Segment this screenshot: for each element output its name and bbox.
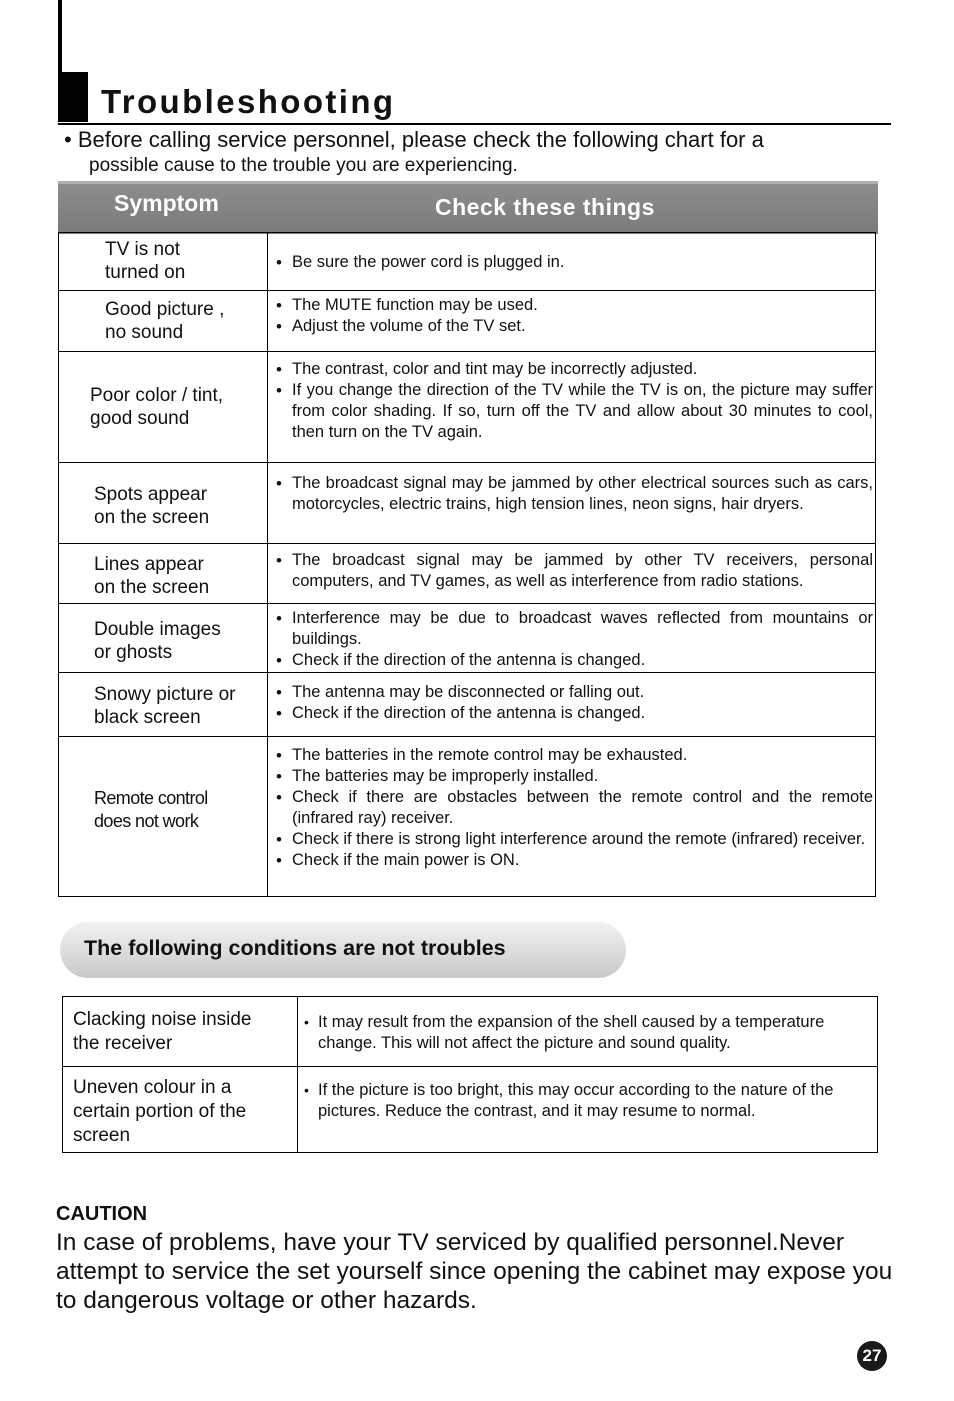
symptom-cell	[59, 352, 268, 462]
symptom-cell	[59, 233, 268, 290]
check-item: • The contrast, color and tint may be incorrectly adjusted.	[276, 359, 873, 380]
check-cell	[268, 737, 875, 896]
not-troubles-table	[62, 996, 878, 1153]
table-row	[62, 1067, 878, 1153]
table-row	[58, 673, 876, 737]
check-item: • Adjust the volume of the TV set.	[276, 316, 873, 337]
check-item: • Be sure the power cord is plugged in.	[276, 252, 873, 273]
symptom-text: Poor color / tint, good sound	[90, 385, 224, 429]
check-cell	[268, 233, 875, 290]
table-row	[58, 233, 876, 291]
caution-text: In case of problems, have your TV serviced by qualified personnel.Never attempt to service the set yourself since opening the cabinet may expose you to dangerous voltage or other hazards.	[56, 1229, 893, 1314]
table-row	[62, 997, 878, 1067]
check-cell	[298, 997, 877, 1066]
intro-line-2: possible cause to the trouble you are experiencing.	[89, 155, 518, 176]
title-underline	[58, 123, 891, 125]
check-cell	[268, 544, 875, 603]
check-item: • The batteries in the remote control may be exhausted.	[276, 745, 873, 766]
intro-line-1: • Before calling service personnel, please check the following chart for a	[64, 127, 764, 152]
troubleshooting-table	[58, 232, 876, 897]
table-row	[58, 604, 876, 673]
check-item: • Check if there are obstacles between the remote control and the remote (infrared ray) receiver.	[276, 787, 873, 829]
check-cell	[298, 1067, 877, 1152]
symptom-cell	[59, 604, 268, 672]
check-item: • It may result from the expansion of the shell caused by a temperature change. This will not affect the picture and sound quality.	[304, 1012, 875, 1054]
check-cell	[268, 673, 875, 736]
table-header	[58, 181, 878, 234]
check-item: • Check if there is strong light interference around the remote (infrared) receiver.	[276, 829, 873, 850]
title-bar-block	[58, 72, 88, 122]
symptom-text: TV is not turned on	[105, 239, 186, 283]
check-item: • Interference may be due to broadcast waves reflected from mountains or buildings.	[276, 608, 873, 650]
check-item: • Check if the direction of the antenna is changed.	[276, 650, 873, 671]
page-title: Troubleshooting	[101, 83, 396, 120]
check-item: • If you change the direction of the TV while the TV is on, the picture may suffer from color shading. If so, turn off the TV and allow about 30 minutes to cool, then turn on the TV again.	[276, 380, 873, 443]
check-cell	[268, 604, 875, 672]
symptom-text: Good picture , no sound	[105, 299, 225, 343]
check-item: • Check if the main power is ON.	[276, 850, 873, 871]
table-row	[58, 544, 876, 604]
table-row	[58, 352, 876, 463]
table-row	[58, 463, 876, 544]
caution-heading: CAUTION	[56, 1203, 148, 1225]
symptom-text: Double images or ghosts	[94, 619, 221, 663]
symptom-text: Snowy picture or black screen	[94, 684, 236, 728]
table-row	[58, 291, 876, 352]
check-item: • The batteries may be improperly installed.	[276, 766, 873, 787]
check-item: • If the picture is too bright, this may occur according to the nature of the pictures. Reduce the contrast, and it may resume to normal.	[304, 1080, 875, 1122]
check-cell	[268, 352, 875, 462]
symptom-text: Spots appear on the screen	[94, 484, 210, 528]
symptom-text: Uneven colour in a certain portion of the screen	[73, 1077, 247, 1146]
not-troubles-heading: The following conditions are not troubles	[84, 936, 506, 960]
check-item: • The MUTE function may be used.	[276, 295, 873, 316]
table-row	[58, 737, 876, 897]
symptom-cell	[59, 737, 268, 896]
symptom-text: Clacking noise inside the receiver	[73, 1009, 252, 1054]
check-item: • Check if the direction of the antenna is changed.	[276, 703, 873, 724]
symptom-cell	[63, 1067, 298, 1152]
check-item: • The broadcast signal may be jammed by other TV receivers, personal computers, and TV games, as well as interference from radio stations.	[276, 550, 873, 592]
check-item: • The broadcast signal may be jammed by other electrical sources such as cars, motorcycles, electric trains, high tension lines, neon signs, hair dryers.	[276, 473, 873, 515]
symptom-text: Remote control does not work	[94, 788, 208, 831]
symptom-cell	[59, 673, 268, 736]
header-check: Check these things	[435, 194, 655, 220]
check-cell	[268, 291, 875, 351]
symptom-cell	[59, 291, 268, 351]
page-number: 27	[857, 1341, 887, 1371]
header-symptom: Symptom	[114, 190, 219, 216]
check-item: • The antenna may be disconnected or falling out.	[276, 682, 873, 703]
symptom-cell	[63, 997, 298, 1066]
symptom-cell	[59, 544, 268, 603]
symptom-cell	[59, 463, 268, 543]
symptom-text: Lines appear on the screen	[94, 554, 210, 598]
check-cell	[268, 463, 875, 543]
